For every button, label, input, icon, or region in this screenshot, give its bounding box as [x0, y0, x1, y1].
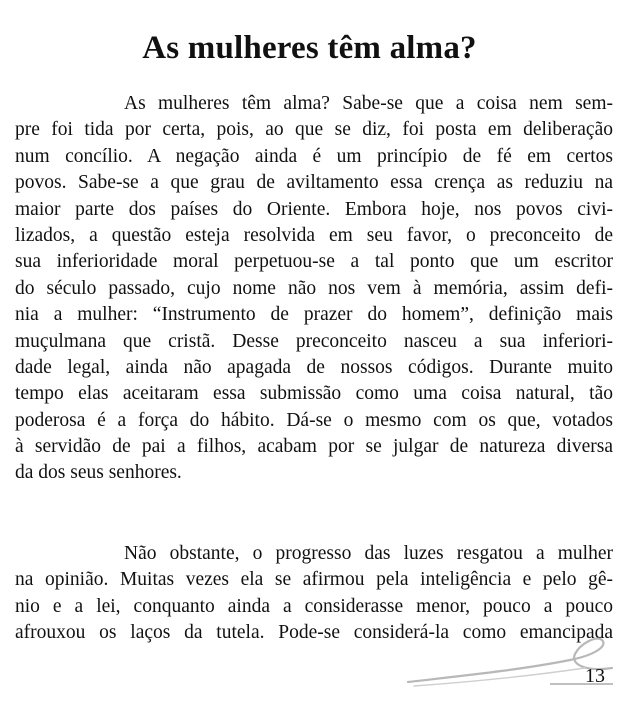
paragraph-1: [15, 91, 613, 487]
text-line: lizados, a questão esteja resolvida em seu favor, o preconceito de: [15, 224, 613, 246]
text-line: dade legal, ainda não apagada de nossos códigos. Durante muito: [15, 356, 613, 378]
text-line: pre foi tida por certa, pois, ao que se diz, foi posta em deliberação: [15, 119, 613, 141]
text-line: da dos seus senhores.: [15, 462, 182, 484]
page-number: 13: [585, 665, 605, 687]
text-line: do século passado, cujo nome não nos vem à memória, assim defi-: [15, 277, 613, 299]
text-line: à servidão de pai a filhos, acabam por se julgar de natureza diversa: [15, 436, 613, 458]
text-line: povos. Sabe-se a que grau de aviltamento essa crença as reduziu na: [15, 172, 613, 194]
text-line: tempo elas aceitaram essa submissão como uma coisa natural, tão: [15, 383, 613, 405]
page-title: As mulheres têm alma?: [142, 30, 477, 66]
text-line: na opinião. Muitas vezes ela se afirmou pela inteligência e pelo gê-: [15, 569, 613, 591]
text-line: maior parte dos países do Oriente. Embora hoje, nos povos civi-: [15, 198, 613, 220]
text-line: As mulheres têm alma? Sabe-se que a coisa nem sem-: [124, 93, 613, 114]
text-line: afrouxou os laços da tutela. Pode-se considerá-la como emancipada: [15, 622, 613, 644]
text-line: sua inferioridade moral perpetuou-se a tal ponto que um escritor: [15, 251, 613, 273]
text-line: nia a mulher: “Instrumento de prazer do homem”, definição mais: [15, 304, 613, 326]
text-line: Não obstante, o progresso das luzes resgatou a mulher: [124, 543, 613, 564]
text-line: muçulmana que cristã. Desse preconceito nasceu a sua inferiori-: [15, 330, 613, 352]
text-line: nio e a lei, conquanto ainda a considerasse menor, pouco a pouco: [15, 595, 613, 617]
paragraph-2: [15, 541, 613, 647]
text-line: poderosa é a força do hábito. Dá-se o mesmo com os que, votados: [15, 409, 613, 431]
text-line: num concílio. A negação ainda é um princípio de fé em certos: [15, 145, 613, 167]
page-ornament-swoosh: [400, 632, 615, 692]
